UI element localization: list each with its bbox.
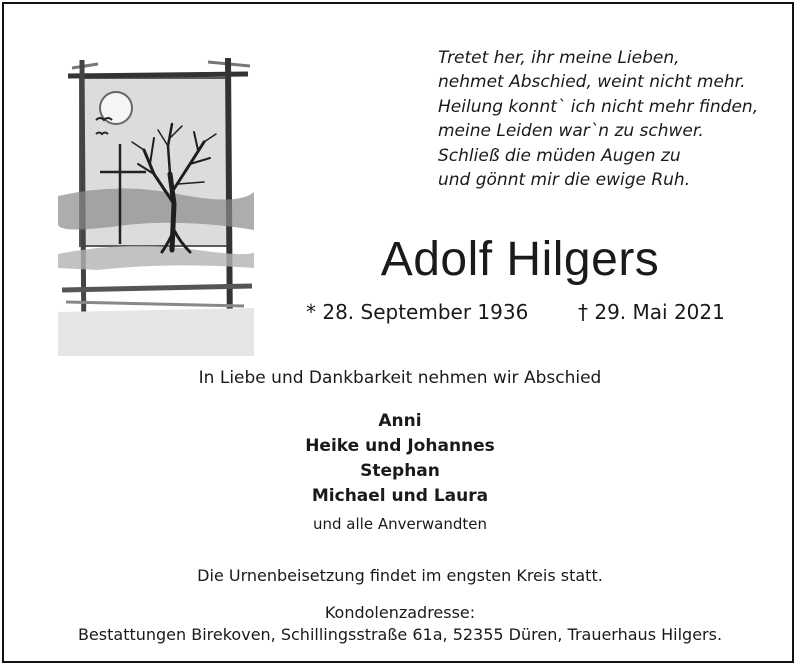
condolence-address: Bestattungen Birekoven, Schillingsstraße 61a, 52355 Düren, Trauerhaus Hilgers. bbox=[77, 625, 723, 644]
poem-line: nehmet Abschied, weint nicht mehr. bbox=[438, 72, 746, 93]
relatives-note: und alle Anverwandten bbox=[313, 515, 487, 533]
death-date: † 29. Mai 2021 bbox=[578, 300, 725, 324]
poem-line: und gönnt mir die ewige Ruh. bbox=[438, 170, 691, 191]
poem-line: Schließ die müden Augen zu bbox=[438, 145, 681, 166]
memorial-illustration bbox=[58, 54, 254, 356]
memorial-poem bbox=[438, 46, 778, 192]
deceased-name: Adolf Hilgers bbox=[380, 233, 660, 286]
bird-icon bbox=[96, 133, 108, 135]
mourner-name: Heike und Johannes bbox=[305, 436, 495, 456]
burial-note: Die Urnenbeisetzung findet im engsten Kreis statt. bbox=[197, 566, 603, 585]
poem-line: meine Leiden war`n zu schwer. bbox=[438, 121, 704, 142]
poem-line: Heilung konnt` ich nicht mehr finden, bbox=[438, 96, 759, 117]
mourners-list bbox=[0, 409, 800, 509]
mourner-name: Michael und Laura bbox=[311, 486, 489, 506]
mourner-name: Anni bbox=[378, 411, 422, 431]
poem-line: Tretet her, ihr meine Lieben, bbox=[438, 48, 680, 68]
farewell-intro: In Liebe und Dankbarkeit nehmen wir Abschied bbox=[198, 368, 602, 388]
birth-date: * 28. September 1936 bbox=[306, 300, 529, 324]
frame-top-stroke bbox=[68, 74, 248, 76]
condolence-label: Kondolenzadresse: bbox=[324, 603, 476, 622]
mourner-name: Stephan bbox=[360, 461, 440, 481]
